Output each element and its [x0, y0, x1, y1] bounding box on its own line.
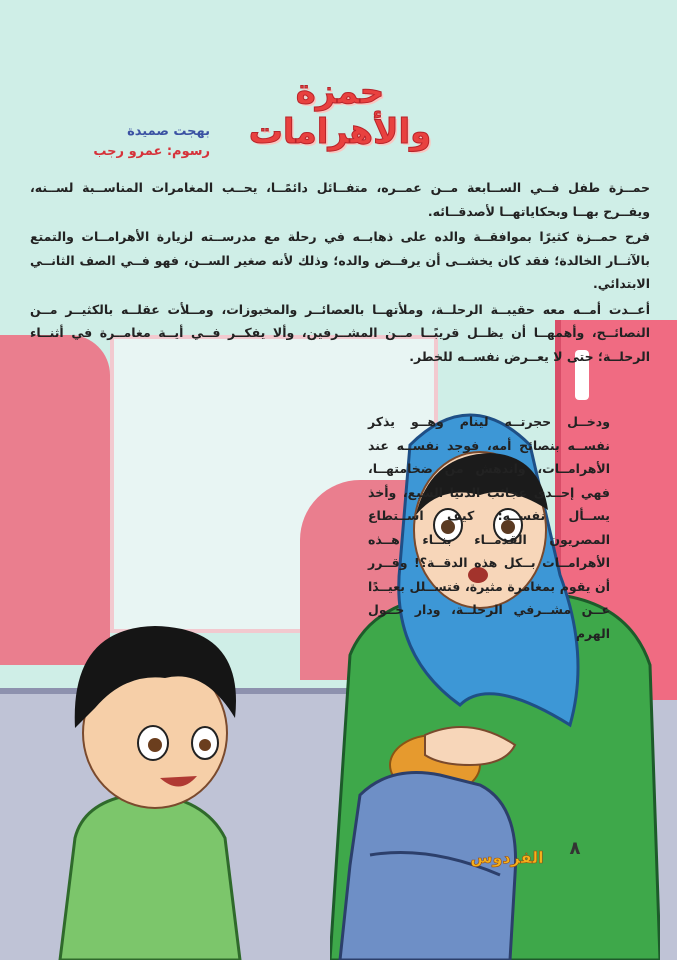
page-number: ٨ [569, 838, 581, 859]
curtain-left [0, 335, 110, 665]
story-title: حمزة والأهرامات [248, 72, 432, 152]
boy-shirt [60, 793, 240, 960]
story-paragraph: حمــزة طفل فــي الســابعة مــن عمــره، متفــائل دائمًــا، يحــب المغامرات المناســبة لســنه، ويفــرح بهــا وبحكاياتهــا لأصدقــائه. [30, 180, 650, 219]
story-paragraph: أعــدت أمــه معه حقيبــة الرحلــة، وملأتهــا بالعصائــر والمخبوزات، ومــلأت عقلــه بالكثيــر مــن النصائــح، وأهمهــا أن يظــل قريبًــا مــن المشــرفين، وألا يفكــر فــي أيــة مغامــرة في أثنــاء الرحلــة؛ حتى لا يعــرض نفســه للخطر. [30, 301, 650, 364]
illustrator-credit: رسوم: عمرو رجب [93, 144, 210, 159]
boy-illustration [55, 618, 255, 960]
story-paragraph: ودخــل حجرتــه لينام وهــو يذكر نفســه بنصائح أمه، فوجد نفســه عند الأهرامــات، واندهش من ضخامتهــا، فهي إحــدى عجائب الدنيا السبع، وأخذ يســأل نفســه: كيف اســتطاع المصريون القدمــاء بنــاء هــذه الأهرامــات بــكل هذه الدقــة؟! وقــرر أن يقوم بمغامرة مثيرة، فتســلل بعيــدًا عــن مشــرفي الرحلــة، ودار حــول الهرم [368, 414, 610, 641]
story-paragraph: فرح حمــزة كثيرًا بموافقــة والده على ذهابــه في رحلة مع مدرســته لزيارة الأهرامــات والتمتع بالآثــار الخالدة؛ فقد كان يخشــى أن يرفــض والده؛ وذلك لأنه صغير الســن، فهو فــي الصف الثانــي الابتدائي. [30, 229, 650, 291]
story-text-column [368, 410, 610, 647]
magazine-logo: الفردوس [470, 848, 544, 867]
author-credit: بهجت صميدة [127, 124, 210, 139]
story-text-full-width [30, 176, 650, 370]
